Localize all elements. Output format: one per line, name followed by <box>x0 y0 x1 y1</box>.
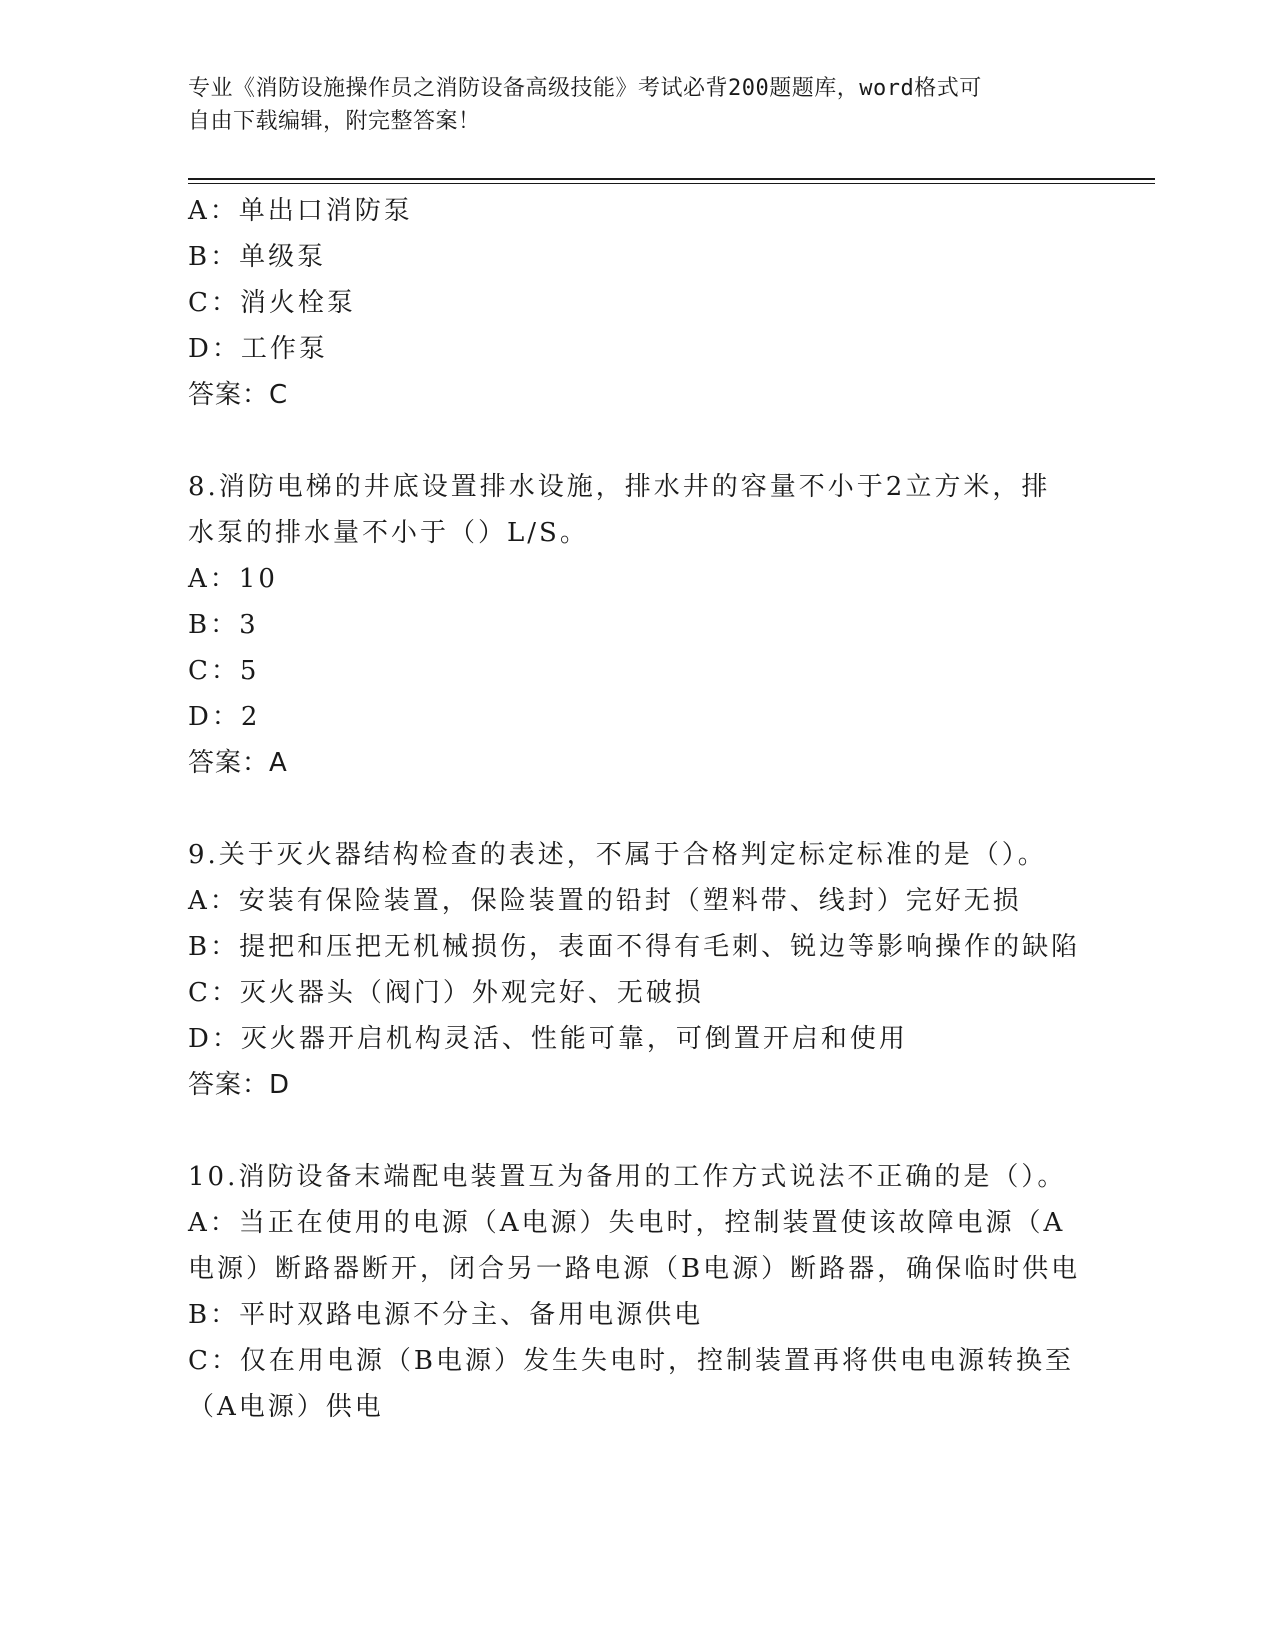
spacer <box>188 1108 1088 1154</box>
question-10 <box>188 1154 1088 1430</box>
option-d: D：灭火器开启机构灵活、性能可靠，可倒置开启和使用 <box>188 1024 908 1054</box>
answer-line: 答案：C <box>188 380 289 410</box>
header-line-1: 专业《消防设施操作员之消防设备高级技能》考试必背200题题库，word格式可 <box>188 76 982 101</box>
option-c: C：5 <box>188 656 260 686</box>
answer-line: 答案：D <box>188 1070 291 1100</box>
option-d: D：2 <box>188 702 261 732</box>
document-header <box>188 72 1088 138</box>
option-c: C：灭火器头（阀门）外观完好、无破损 <box>188 978 704 1008</box>
question-stem-line: 10.消防设备末端配电装置互为备用的工作方式说法不正确的是（）。 <box>188 1162 1067 1192</box>
option-line: 电源）断路器断开，闭合另一路电源（B电源）断路器，确保临时供电 <box>188 1254 1081 1284</box>
header-line-2: 自由下载编辑，附完整答案！ <box>188 109 481 134</box>
answer-line: 答案：A <box>188 748 288 778</box>
question-stem-line: 水泵的排水量不小于（）L/S。 <box>188 518 589 548</box>
option-a: A：单出口消防泵 <box>188 196 413 226</box>
option-line: C：仅在用电源（B电源）发生失电时，控制装置再将供电电源转换至 <box>188 1346 1075 1376</box>
option-a: A：10 <box>188 564 278 594</box>
question-stem-line: 8.消防电梯的井底设置排水设施，排水井的容量不小于2立方米，排 <box>188 472 1051 502</box>
spacer <box>188 786 1088 832</box>
option-line: B：平时双路电源不分主、备用电源供电 <box>188 1300 704 1330</box>
header-divider-thin <box>188 183 1155 184</box>
question-7 <box>188 188 1088 418</box>
question-9 <box>188 832 1088 1108</box>
option-b: B：单级泵 <box>188 242 327 272</box>
option-b: B：3 <box>188 610 259 640</box>
question-stem-line: 9.关于灭火器结构检查的表述，不属于合格判定标定标准的是（）。 <box>188 840 1047 870</box>
option-a: A：安装有保险装置，保险装置的铅封（塑料带、线封）完好无损 <box>188 886 1022 916</box>
option-line: A：当正在使用的电源（A电源）失电时，控制装置使该故障电源（A <box>188 1208 1066 1238</box>
option-c: C：消火栓泵 <box>188 288 356 318</box>
header-divider-thick <box>188 178 1155 180</box>
option-d: D：工作泵 <box>188 334 328 364</box>
question-8 <box>188 464 1088 786</box>
option-b: B：提把和压把无机械损伤，表面不得有毛刺、锐边等影响操作的缺陷 <box>188 932 1081 962</box>
document-body <box>188 188 1088 1430</box>
spacer <box>188 418 1088 464</box>
option-line: （A电源）供电 <box>188 1392 384 1422</box>
